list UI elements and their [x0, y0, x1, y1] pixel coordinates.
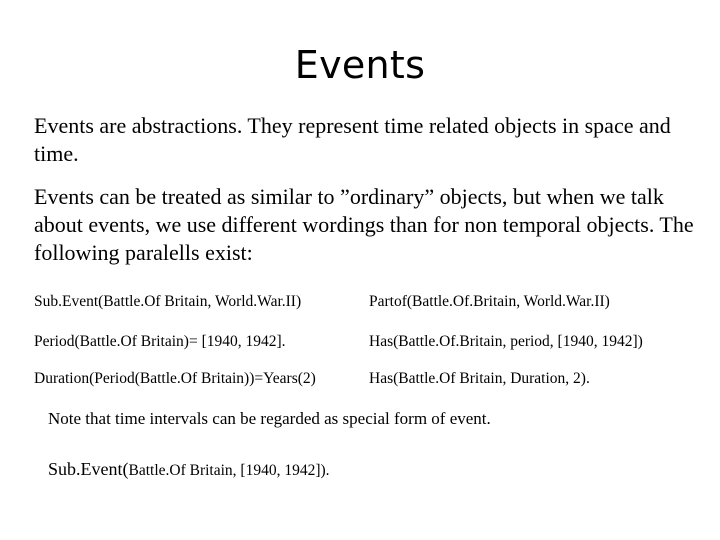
parallel-right-partof: Partof(Battle.Of.Britain, World.War.II) — [369, 293, 610, 310]
final-subevent-args: Battle.Of Britain, [1940, 1942]). — [128, 462, 330, 479]
slide-title: Events — [294, 43, 426, 87]
parallel-left-duration: Duration(Period(Battle.Of Britain))=Years(2) — [34, 370, 316, 387]
parallel-right-has-duration: Has(Battle.Of Britain, Duration, 2). — [369, 370, 590, 387]
final-subevent-prefix: Sub.Event( — [48, 459, 129, 479]
parallel-right-has-period: Has(Battle.Of.Britain, period, [1940, 1942]) — [369, 333, 643, 350]
paragraph-ordinary-objects: Events can be treated as similar to ”ordinary” objects, but when we talk about events, we use different wordings than for non temporal objects. The following paralells exist: — [34, 184, 694, 265]
note-time-intervals: Note that time intervals can be regarded as special form of event. — [48, 409, 491, 428]
parallel-left-period: Period(Battle.Of Britain)= [1940, 1942]. — [34, 333, 286, 350]
final-subevent-example — [48, 458, 330, 482]
paragraph-definition: Events are abstractions. They represent time related objects in space and time. — [34, 113, 671, 166]
parallel-left-subevent: Sub.Event(Battle.Of Britain, World.War.II) — [34, 293, 302, 310]
